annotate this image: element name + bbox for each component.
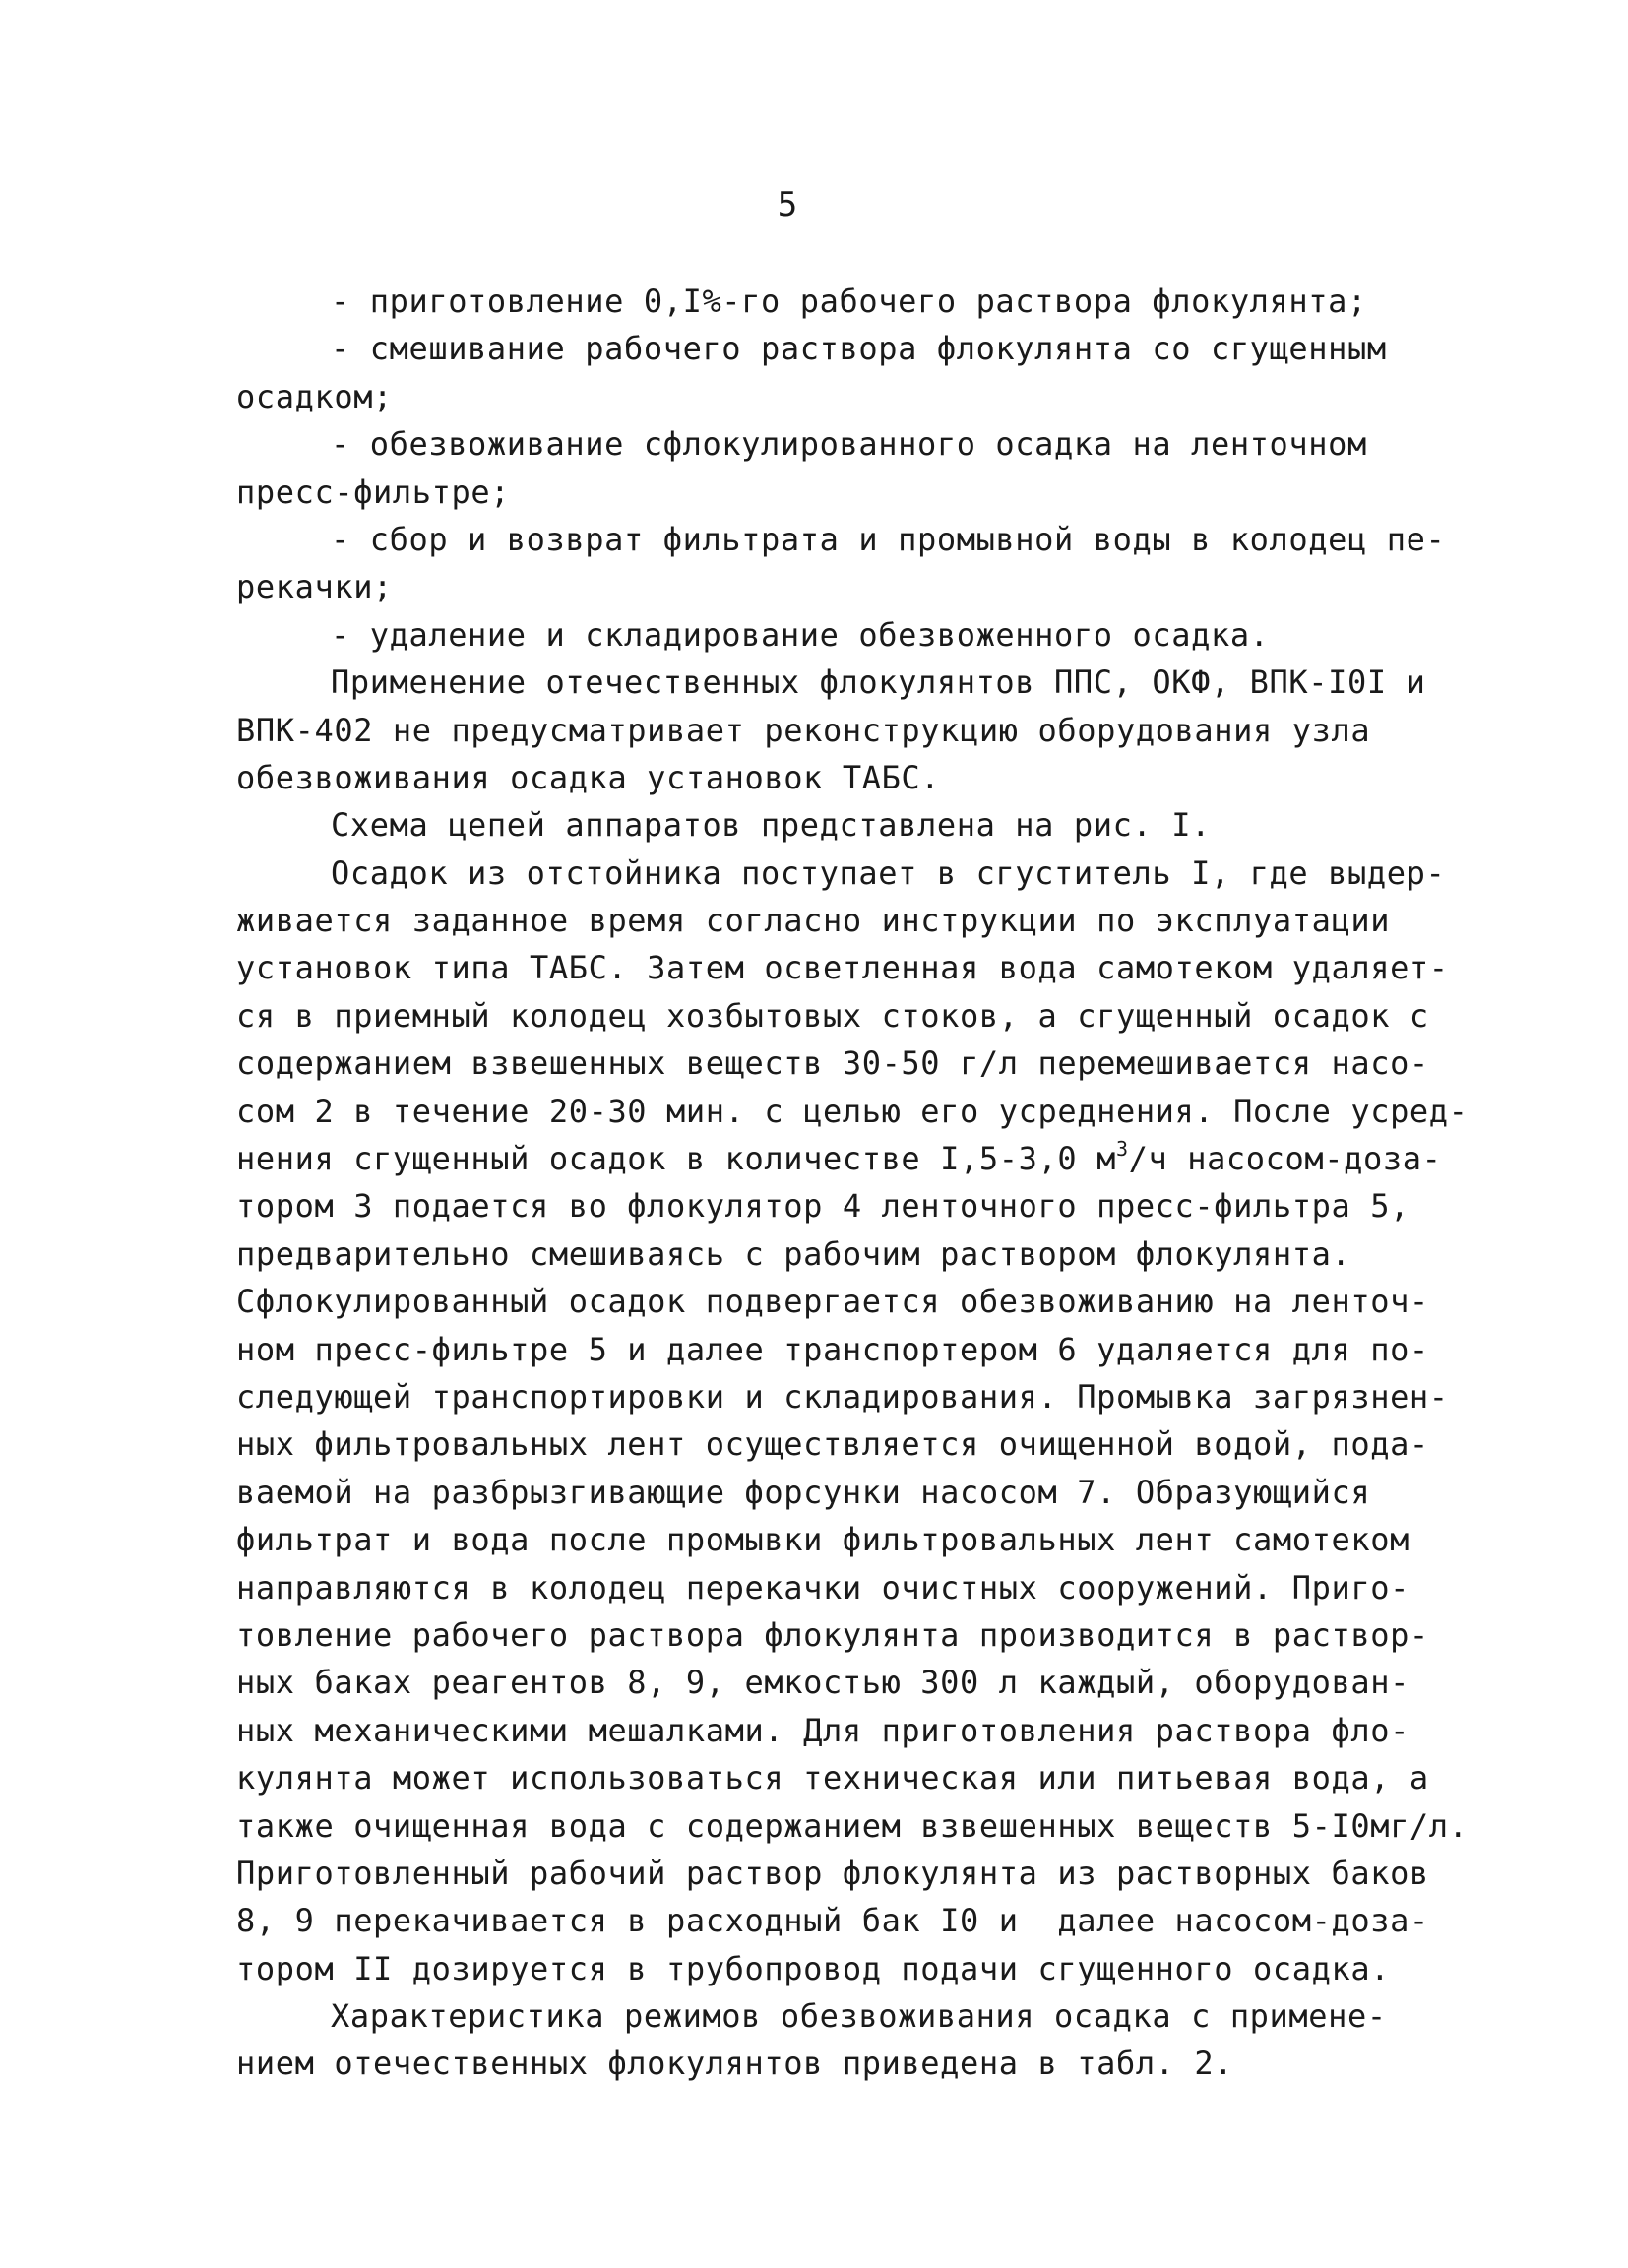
text-line [236,1278,1429,1325]
text-line-content: предварительно смешиваясь с рабочим раствором флокулянта. [236,1234,1351,1273]
text-line-content: фильтрат и вода после промывки фильтровальных лент самотеком [236,1521,1409,1559]
text-line-content: осадком; [236,377,393,415]
text-line [236,1135,1442,1182]
superscript: 3 [1115,1137,1129,1162]
text-line [236,1850,1429,1897]
text-line-content: пресс-фильтре; [236,472,511,511]
text-line-content: ваемой на разбрызгивающие форсунки насосом 7. Образующийся [236,1473,1371,1511]
text-line [236,1897,1429,1944]
text-line [236,707,1417,754]
text-line-content: тором II дозируется в трубопровод подачи сгущенного осадка. [236,1949,1391,1987]
text-line [236,754,1417,801]
text-line [236,992,1429,1040]
text-line [236,420,1417,468]
text-line-content: Применение отечественных флокулянтов ППС, ОКФ, ВПК-I0I и [331,663,1426,702]
text-line-content: Схема цепей аппаратов представлена на рис. I. [331,806,1211,845]
text-line-content: 8, 9 перекачивается в расходный бак I0 и далее насосом-доза- [236,1902,1429,1940]
text-line [236,469,1417,516]
text-line-content: следующей транспортировки и складирования. Промывка загрязнен- [236,1377,1449,1416]
text-line-content: установок типа ТАБС. Затем осветленная вода самотеком удаляет- [236,949,1449,987]
text-line-content: нения сгущенный осадок в количестве I,5-3,0 м [236,1140,1116,1178]
text-line [236,1659,1417,1706]
text-line [236,801,1417,849]
text-line [236,1564,1417,1611]
text-line [236,1802,1469,1850]
text-line [236,2040,1417,2087]
text-line [236,944,1449,991]
text-line [236,1516,1417,1563]
body-text [236,278,1469,2088]
text-line [236,659,1426,706]
text-line-content: содержанием взвешенных веществ 30-50 г/л перемешивается насо- [236,1044,1429,1083]
text-line [236,1420,1429,1468]
text-line-content: - приготовление 0,I%-го рабочего раствора флокулянта; [331,283,1367,320]
text-line-content: также очищенная вода с содержанием взвешенных веществ 5-I0мг/л. [236,1806,1469,1845]
text-line-content: Приготовленный рабочий раствор флокулянта из растворных баков [236,1854,1429,1892]
text-line-content: Осадок из отстойника поступает в сгуститель I, где выдер- [331,853,1446,892]
text-line-content: сом 2 в течение 20-30 мин. с целью его усреднения. После усред- [236,1092,1469,1130]
text-line-content: направляются в колодец перекачки очистных сооружений. Приго- [236,1568,1409,1606]
text-line-content: ся в приемный колодец хозбытовых стоков, а сгущенный осадок с [236,996,1429,1035]
text-line [236,1611,1429,1659]
text-line [236,1088,1469,1135]
text-line-content: нием отечественных флокулянтов приведена в табл. 2. [236,2045,1234,2083]
text-line [236,1230,1417,1278]
text-line-content: ВПК-402 не предусматривает реконструкцию оборудования узла [236,711,1371,749]
text-line-content: живается заданное время согласно инструкции по эксплуатации [236,902,1391,940]
text-line [236,1373,1449,1420]
text-line-content: ных баках реагентов 8, 9, емкостью 300 л каждый, оборудован- [236,1664,1409,1702]
text-line-content: - сбор и возврат фильтрата и промывной воды в колодец пе- [331,520,1446,558]
text-line-content: обезвоживания осадка установок ТАБС. [236,758,941,796]
text-line-content: Характеристика режимов обезвоживания осадка с примене- [331,1997,1387,2036]
text-line-content: ном пресс-фильтре 5 и далее транспортером 6 удаляется для по- [236,1330,1429,1368]
text-line [236,897,1417,944]
text-line [236,563,1417,610]
page-number: 5 [777,185,798,224]
text-line [236,516,1446,563]
text-line-content: - удаление и складирование обезвоженного осадка. [331,615,1270,654]
text-line [236,850,1446,897]
text-line [236,278,1417,325]
text-line-content: тором 3 подается во флокулятор 4 ленточного пресс-фильтра 5, [236,1187,1409,1226]
text-line [236,373,1417,420]
text-line-content: Сфлокулированный осадок подвергается обезвоживанию на ленточ- [236,1283,1429,1321]
text-line-content: кулянта может использоваться техническая или питьевая вода, а [236,1759,1429,1797]
text-line-content: ных механическими мешалками. Для приготовления раствора фло- [236,1711,1409,1749]
text-line [236,1945,1417,1992]
text-line [236,1707,1417,1754]
text-line-continuation: /ч насосом-доза- [1128,1140,1442,1178]
text-line [236,1469,1417,1516]
text-line-content: - смешивание рабочего раствора флокулянта со сгущенным [331,330,1387,368]
text-line [236,1326,1429,1373]
text-line-content: товление рабочего раствора флокулянта производится в раствор- [236,1615,1429,1654]
text-line [236,1040,1429,1087]
text-line-content: ных фильтровальных лент осуществляется очищенной водой, пода- [236,1425,1429,1464]
text-line-content: - обезвоживание сфлокулированного осадка на ленточном [331,425,1367,464]
text-line [236,325,1417,372]
text-line [236,1182,1417,1229]
text-line [236,1754,1429,1801]
text-line-content: рекачки; [236,568,393,606]
text-line [236,1992,1417,2040]
text-line [236,611,1417,659]
